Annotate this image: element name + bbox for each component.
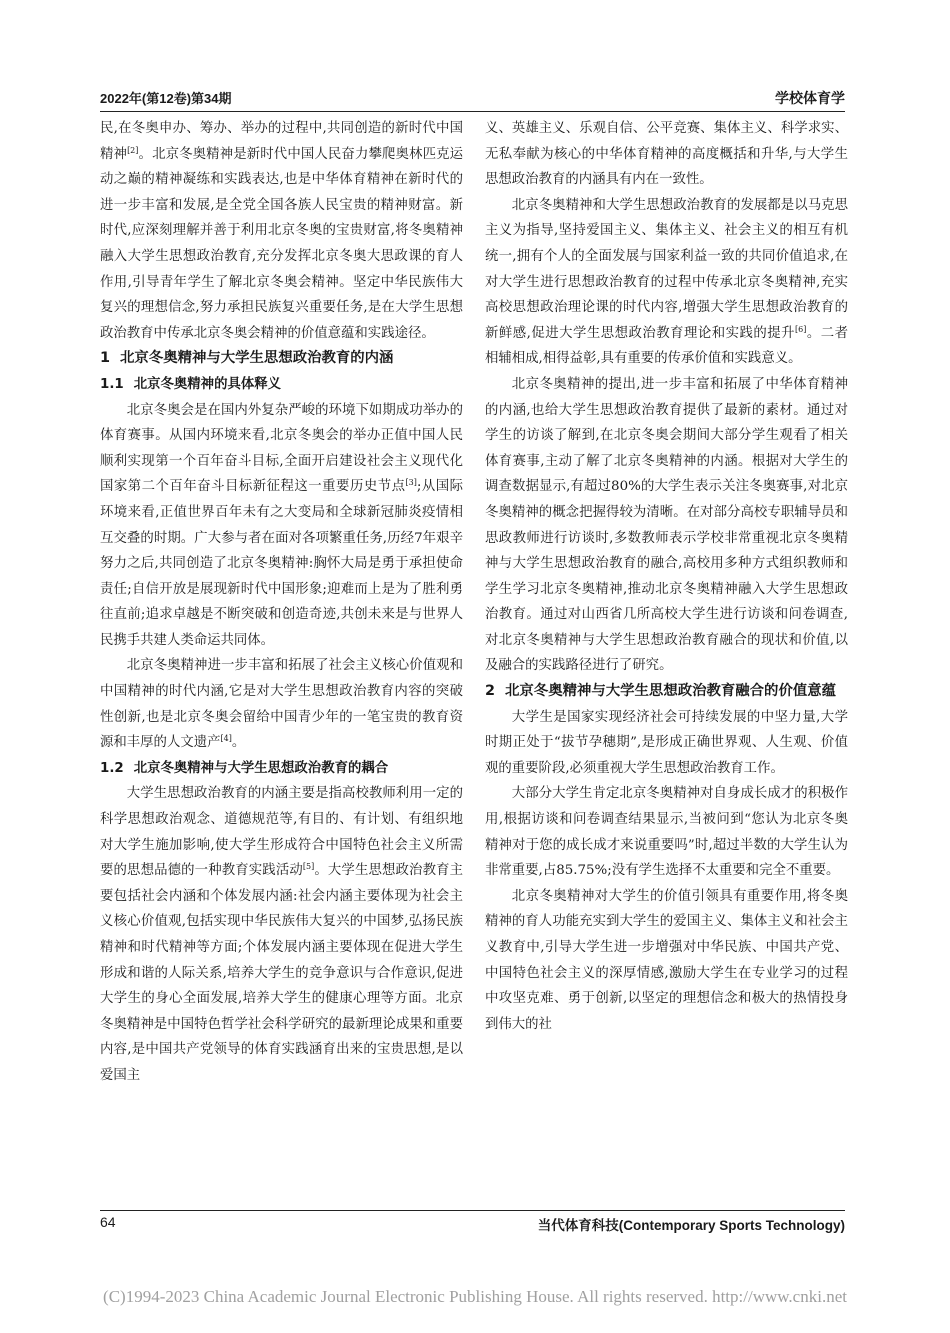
citation[interactable]: [3]	[405, 478, 417, 488]
right-column	[485, 116, 848, 1037]
paragraph: 义、英雄主义、乐观自信、公平竞赛、集体主义、科学求实、无私奉献为核心的中华体育精神的高度概括和升华,与大学生思想政治教育的内涵具有内在一致性。	[485, 121, 848, 188]
section-heading-2: 2 北京冬奥精神与大学生思想政治教育融合的价值意蕴	[485, 683, 837, 700]
paragraph: 北京冬奥精神的提出,进一步丰富和拓展了中华体育精神的内涵,也给大学生思想政治教育提供了最新的素材。通过对学生的访谈了解到,在北京冬奥会期间大部分学生观看了相关体育赛事,主动了解了北京冬奥精神的内涵。根据对大学生的调查数据显示,有超过80%的大学生表示关注冬奥赛事,对北京冬奥精神的概念把握得较为清晰。在对部分高校专职辅导员和思政教师进行访谈时,多数教师表示学校非常重视北京冬奥精神与大学生思想政治教育的融合,高校用多种方式组织教师和学生学习北京冬奥精神,推动北京冬奥精神融入大学生思想政治教育。通过对山西省几所高校大学生进行访谈和问卷调查,对北京冬奥精神与大学生思想政治教育融合的现状和价值,以及融合的实践路径进行了研究。	[485, 376, 848, 674]
paragraph: 大部分大学生肯定北京冬奥精神对自身成长成才的积极作用,根据访谈和问卷调查结果显示,当被问到“您认为北京冬奥精神对于您的成长成才来说重要吗”时,超过半数的大学生认为非常重要,占85.75%;没有学生选择不太重要和完全不重要。	[485, 786, 848, 879]
citation[interactable]: [4]	[220, 734, 232, 744]
subsection-heading-1-2: 1.2 北京冬奥精神与大学生思想政治教育的耦合	[100, 760, 389, 776]
page-number: 64	[100, 1214, 116, 1230]
footer-rule	[100, 1210, 845, 1211]
paragraph: 大学生是国家实现经济社会可持续发展的中坚力量,大学时期正处于“拔节孕穗期”,是形成正确世界观、人生观、价值观的重要阶段,必须重视大学生思想政治教育工作。	[485, 709, 848, 776]
issue-label: 2022年(第12卷)第34期	[100, 91, 232, 106]
subsection-heading-1-1: 1.1 北京冬奥精神的具体释义	[100, 376, 282, 392]
journal-name: 当代体育科技(Contemporary Sports Technology)	[537, 1218, 845, 1233]
header-rule	[100, 111, 845, 112]
left-column	[100, 116, 463, 1089]
paragraph: 民,在冬奥申办、筹办、举办的过程中,共同创造的新时代中国精神[2]。北京冬奥精神是新时代中国人民奋力攀爬奥林匹克运动之巅的精神凝练和实践表达,也是中华体育精神在新时代的进一步丰富和发展,是全党全国各族人民宝贵的精神财富。新时代,应深刻理解并善于利用北京冬奥的宝贵财富,将冬奥精神融入大学生思想政治教育,充分发挥北京冬奥大思政课的育人作用,引导青年学生了解北京冬奥会精神。坚定中华民族伟大复兴的理想信念,努力承担民族复兴重要任务,是在大学生思想政治教育中传承北京冬奥会精神的价值意蕴和实践途径。	[100, 121, 464, 341]
paragraph: 大学生思想政治教育的内涵主要是指高校教师利用一定的科学思想政治观念、道德规范等,有目的、有计划、有组织地对大学生施加影响,使大学生形成符合中国特色社会主义所需要的思想品德的一种教育实践活动[5]。大学生思想政治教育主要包括社会内涵和个体发展内涵:社会内涵主要体现为社会主义核心价值观,包括实现中华民族伟大复兴的中国梦,弘扬民族精神和时代精神等方面;个体发展内涵主要体现在促进大学生形成和谐的人际关系,培养大学生的竞争意识与合作意识,促进大学生的身心全面发展,培养大学生的健康心理等方面。北京冬奥精神是中国特色哲学社会科学研究的最新理论成果和重要内容,是中国共产党领导的体育实践涵育出来的宝贵思想,是以爱国主	[100, 786, 464, 1083]
copyright-watermark: (C)1994-2023 China Academic Journal Electronic Publishing House. All rights reserved. http://www.cnki.net	[103, 1287, 847, 1306]
citation[interactable]: [5]	[302, 862, 315, 872]
paragraph: 北京冬奥会是在国内外复杂严峻的环境下如期成功举办的体育赛事。从国内环境来看,北京冬奥会的举办正值中国人民顺利实现第一个百年奋斗目标,全面开启建设社会主义现代化国家第二个百年奋斗目标新征程这一重要历史节点[3];从国际环境来看,正值世界百年未有之大变局和全球新冠肺炎疫情相互交叠的时期。广大参与者在面对各项繁重任务,历经7年艰辛努力之后,共同创造了北京冬奥精神:胸怀大局是勇于承担使命责任;自信开放是展现新时代中国形象;迎难而上是为了胜利勇往直前;追求卓越是不断突破和创造奇迹,共创未来是与世界人民携手共建人类命运共同体。	[100, 402, 463, 648]
section-label: 学校体育学	[775, 90, 845, 106]
citation[interactable]: [2]	[127, 145, 139, 155]
paragraph: 北京冬奥精神和大学生思想政治教育的发展都是以马克思主义为指导,坚持爱国主义、集体主义、社会主义的相互有机统一,拥有个人的全面发展与国家利益一致的共同价值追求,在对大学生进行思想政治教育的过程中传承北京冬奥精神,充实高校思想政治理论课的时代内容,增强大学生思想政治教育的新鲜感,促进大学生思想政治教育理论和实践的提升[6]。二者相辅相成,相得益彰,具有重要的传承价值和实践意义。	[485, 197, 849, 367]
paragraph: 北京冬奥精神对大学生的价值引领具有重要作用,将冬奥精神的育人功能充实到大学生的爱国主义、集体主义和社会主义教育中,引导大学生进一步增强对中华民族、中国共产党、中国特色社会主义的深厚情感,激励大学生在专业学习的过程中攻坚克难、勇于创新,以坚定的理想信念和极大的热情投身到伟大的社	[485, 888, 848, 1032]
citation[interactable]: [6]	[795, 324, 807, 334]
running-header	[100, 88, 845, 110]
paragraph: 北京冬奥精神进一步丰富和拓展了社会主义核心价值观和中国精神的时代内涵,它是对大学生思想政治教育内容的突破性创新,也是北京冬奥会留给中国青少年的一笔宝贵的教育资源和丰厚的人文遗产[4]。	[100, 658, 463, 751]
section-heading-1: 1 北京冬奥精神与大学生思想政治教育的内涵	[100, 350, 394, 367]
